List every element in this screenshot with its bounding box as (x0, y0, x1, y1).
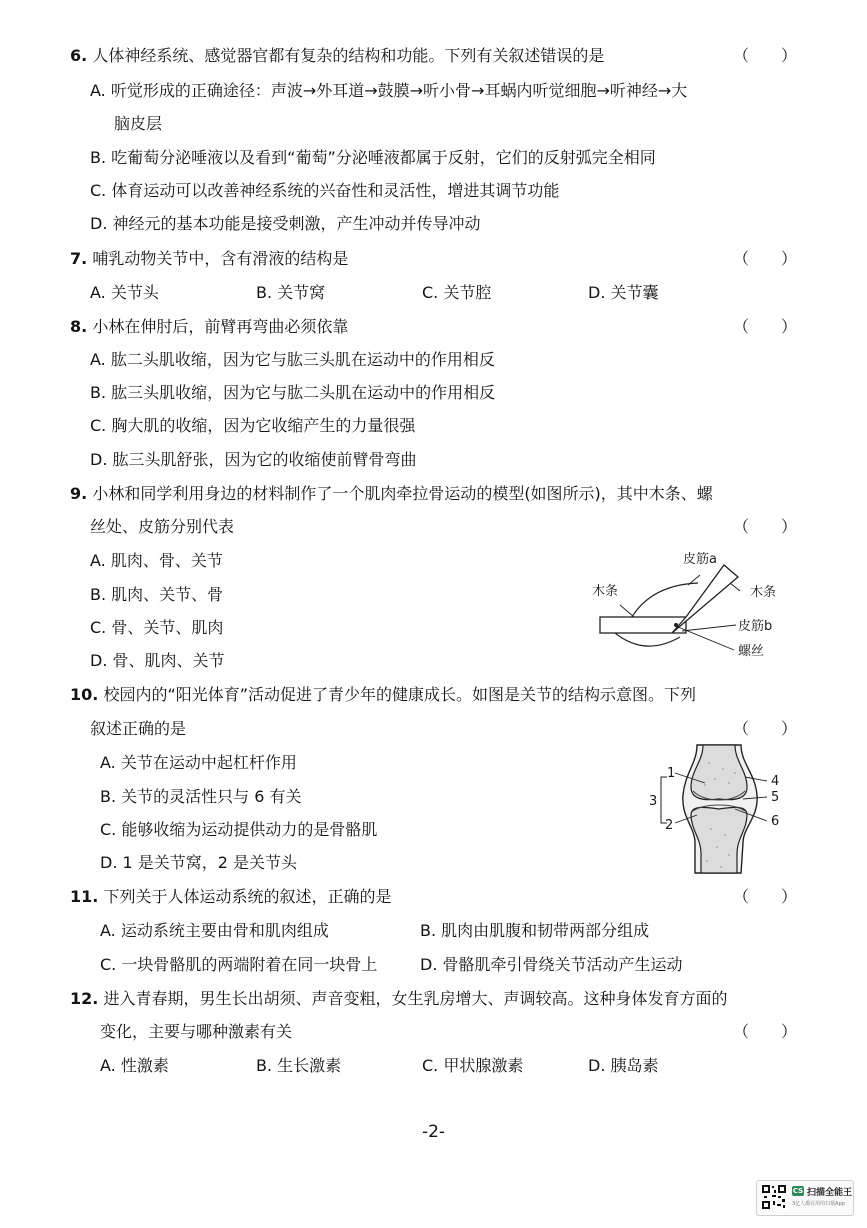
option-b: B. 吃葡萄分泌唾液以及看到“葡萄”分泌唾液都属于反射，它们的反射弧完全相同 (90, 148, 656, 167)
label-5: 5 (771, 790, 780, 805)
question-number: 9. (70, 484, 88, 503)
question-text: 进入青春期，男生长出胡须、声音变粗，女生乳房增大、声调较高。这种身体发育方面的 (103, 989, 728, 1008)
question-text-continuation: 变化，主要与哪种激素有关 (100, 1022, 293, 1041)
question-text-continuation: 叙述正确的是 (90, 719, 187, 738)
question-9-stem (70, 483, 713, 505)
option-b: B. 关节窝 (256, 283, 326, 302)
question-6-stem (70, 45, 604, 67)
question-text: 校园内的“阳光体育”活动促进了青少年的健康成长。如图是关节的结构示意图。下列 (103, 685, 697, 704)
label-1: 1 (667, 766, 676, 781)
label-2: 2 (665, 818, 674, 833)
option-d: D. 神经元的基本功能是接受刺激，产生冲动并传导冲动 (90, 214, 481, 233)
label-band-b: 皮筋b (738, 619, 773, 634)
label-screw: 螺丝 (738, 644, 765, 659)
option-d: D. 骨、肌肉、关节 (90, 651, 225, 670)
answer-bracket: （ ） (733, 317, 798, 336)
option-d: D. 肱三头肌舒张，因为它的收缩使前臂骨弯曲 (90, 450, 417, 469)
joint-structure-figure (645, 743, 795, 875)
option-d: D. 1 是关节窝，2 是关节头 (100, 853, 298, 872)
question-text: 小林在伸肘后，前臂再弯曲必须依靠 (92, 317, 349, 336)
answer-bracket: （ ） (733, 887, 798, 906)
option-b: B. 肌肉、关节、骨 (90, 585, 224, 604)
screw (674, 623, 678, 627)
wood-strip-slanted (672, 565, 738, 633)
rubber-band-b (615, 633, 680, 646)
option-c: C. 一块骨骼肌的两端附着在同一块骨上 (100, 955, 378, 974)
question-11-stem (70, 886, 391, 908)
question-text: 下列关于人体运动系统的叙述，正确的是 (103, 887, 392, 906)
label-6: 6 (771, 814, 780, 829)
label-wood-right: 木条 (750, 585, 777, 600)
option-c: C. 能够收缩为运动提供动力的是骨骼肌 (100, 820, 378, 839)
option-c: C. 体育运动可以改善神经系统的兴奋性和灵活性，增进其调节功能 (90, 181, 560, 200)
option-c: C. 甲状腺激素 (422, 1056, 524, 1075)
option-a: A. 性激素 (100, 1056, 169, 1075)
answer-bracket: （ ） (733, 1022, 798, 1041)
answer-bracket: （ ） (733, 249, 798, 268)
option-a: A. 肌肉、骨、关节 (90, 551, 223, 570)
question-text: 小林和同学利用身边的材料制作了一个肌肉牵拉骨运动的模型(如图所示)，其中木条、螺 (92, 484, 713, 503)
label-3: 3 (649, 794, 658, 809)
badge-tagline: 3亿人都在用的扫描App (792, 1201, 845, 1207)
label-band-a: 皮筋a (683, 552, 717, 567)
page-number: -2- (421, 1122, 446, 1142)
question-number: 8. (70, 317, 88, 336)
label-4: 4 (771, 774, 780, 789)
wood-strip-horizontal (600, 617, 686, 633)
option-d: D. 关节囊 (588, 283, 659, 302)
option-a: A. 听觉形成的正确途径：声波→外耳道→鼓膜→听小骨→耳蜗内听觉细胞→听神经→大 (90, 81, 688, 100)
question-text-continuation: 丝处、皮筋分别代表 (90, 517, 235, 536)
muscle-model-figure (590, 545, 830, 665)
badge-app-name: 扫描全能王 (807, 1188, 853, 1198)
question-number: 7. (70, 249, 88, 268)
option-a: A. 运动系统主要由骨和肌肉组成 (100, 921, 329, 940)
question-12-stem (70, 988, 727, 1010)
option-b: B. 肱三头肌收缩，因为它与肱二头肌在运动中的作用相反 (90, 383, 496, 402)
question-8-stem (70, 316, 348, 338)
question-number: 11. (70, 887, 99, 906)
question-text: 人体神经系统、感觉器官都有复杂的结构和功能。下列有关叙述错误的是 (92, 46, 605, 65)
option-a-continuation: 脑皮层 (114, 114, 163, 133)
option-a: A. 肱二头肌收缩，因为它与肱三头肌在运动中的作用相反 (90, 350, 495, 369)
question-7-stem (70, 248, 348, 270)
question-number: 6. (70, 46, 88, 65)
option-d: D. 骨骼肌牵引骨绕关节活动产生运动 (420, 955, 683, 974)
option-c: C. 关节腔 (422, 283, 492, 302)
option-a: A. 关节在运动中起杠杆作用 (100, 753, 297, 772)
option-b: B. 生长激素 (256, 1056, 342, 1075)
scanner-watermark-badge (756, 1180, 854, 1216)
question-text: 哺乳动物关节中，含有滑液的结构是 (92, 249, 349, 268)
question-10-stem (70, 684, 696, 706)
answer-bracket: （ ） (733, 517, 798, 536)
option-b: B. 肌肉由肌腹和韧带两部分组成 (420, 921, 650, 940)
question-number: 12. (70, 989, 99, 1008)
option-c: C. 骨、关节、肌肉 (90, 618, 224, 637)
answer-bracket: （ ） (733, 46, 798, 65)
question-number: 10. (70, 685, 99, 704)
camscanner-logo-icon: CS (792, 1187, 804, 1195)
label-wood-left: 木条 (592, 584, 619, 599)
option-a: A. 关节头 (90, 283, 159, 302)
qr-code-icon (761, 1184, 787, 1210)
option-b: B. 关节的灵活性只与 6 有关 (100, 787, 302, 806)
answer-bracket: （ ） (733, 719, 798, 738)
option-c: C. 胸大肌的收缩，因为它收缩产生的力量很强 (90, 416, 416, 435)
option-d: D. 胰岛素 (588, 1056, 659, 1075)
